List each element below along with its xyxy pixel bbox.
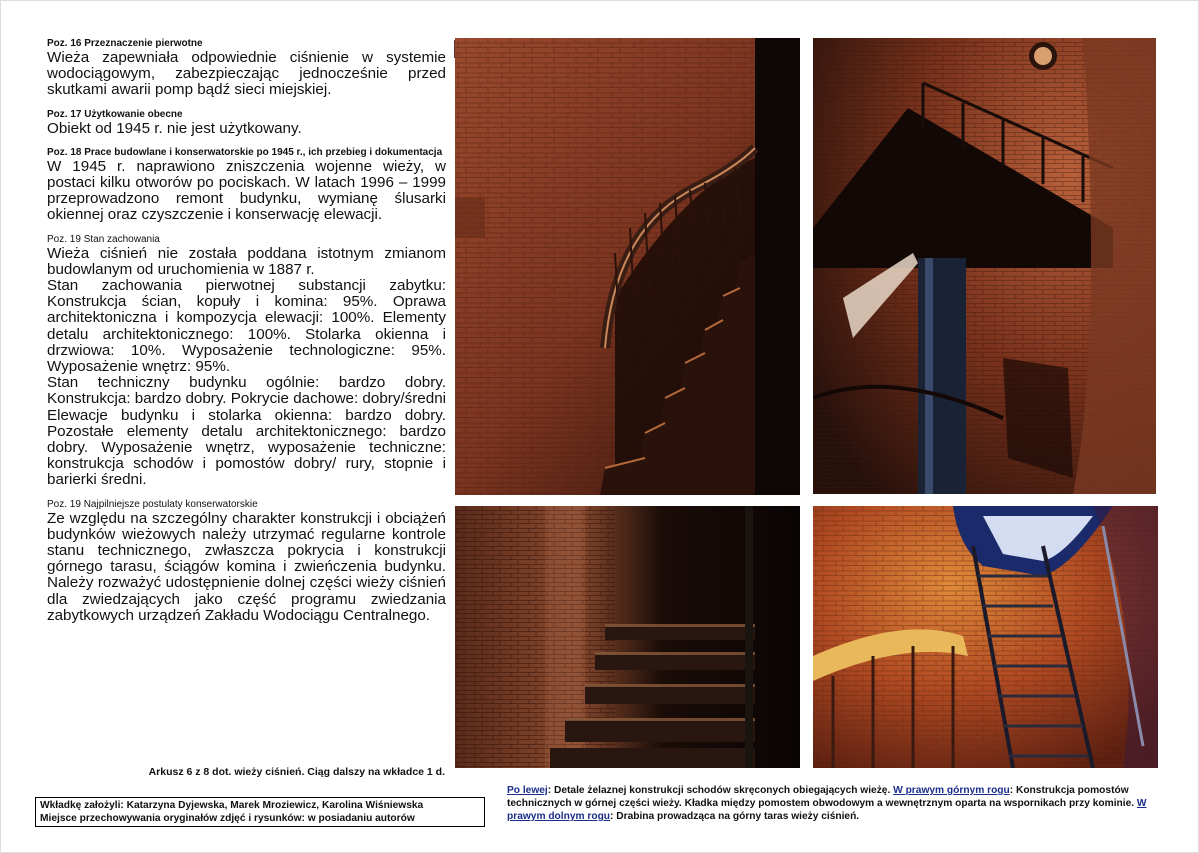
section-stan-zachowania	[47, 234, 446, 489]
section-body	[47, 246, 446, 489]
sheet-note: Arkusz 6 z 8 dot. wieży ciśnień. Ciąg dalszy na wkładce 1 d.	[148, 766, 445, 778]
section-przeznaczenie	[47, 38, 446, 99]
section-paragraph: Stan techniczny budynku ogólnie: bardzo dobry. Konstrukcja: bardzo dobry. Pokrycie dachowe: dobry/średni Elewacje budynku i stolarka okienna: bardzo dobry. Pozostałe elementy detalu architektonicznego: bardzo dobry. Wyposażenie wnętrz, wyposażenie techniczne: konstrukcja schodów i pomostów dobry/ rury, stopnie i barierki średni.	[47, 374, 447, 489]
platforms-image	[813, 38, 1156, 494]
section-body	[47, 121, 446, 137]
section-heading: Poz. 18 Prace budowlane i konserwatorskie po 1945 r., ich przebieg i dokumentacja	[47, 146, 443, 158]
section-heading: Poz. 19 Najpilniejsze postulaty konserwatorskie	[47, 498, 258, 510]
section-postulaty	[47, 499, 446, 624]
section-paragraph: W 1945 r. naprawiono zniszczenia wojenne wieży, w postaci kilku otworów po pociskach. W latach 1996 – 1999 przeprowadzono remont budynku, wymianę ślusarki okiennej oraz czyszczenie i konserwację elewacji.	[47, 157, 446, 224]
caption-label-left: Po lewej	[507, 785, 548, 796]
storage-line: Miejsce przechowywania oryginałów zdjęć i rysunków: w posiadaniu autorów	[40, 813, 415, 824]
photo-technical-platforms	[813, 38, 1156, 494]
photo-dark-stairs	[455, 506, 800, 768]
ladder-image	[813, 506, 1158, 768]
caption-label-top-right: W prawym górnym rogu	[893, 785, 1010, 796]
section-heading: Poz. 17 Użytkowanie obecne	[47, 108, 183, 120]
authors-line: Wkładkę założyli: Katarzyna Dyjewska, Marek Mroziewicz, Karolina Wiśniewska	[40, 800, 424, 811]
authors-box	[35, 797, 485, 827]
section-prace-budowlane	[47, 147, 446, 224]
staircase-image	[455, 38, 800, 495]
caption-text-left: : Detale żelaznej konstrukcji schodów skręconych obiegających wieżę.	[547, 785, 894, 796]
section-body	[47, 511, 446, 624]
text-column	[47, 38, 446, 634]
section-paragraph: Wieża zapewniała odpowiednie ciśnienie w systemie wodociągowym, zabezpieczając jednocześnie przed skutkami awarii pomp bądź sieci miejskiej.	[47, 49, 446, 99]
dark-stairs-image	[455, 506, 800, 768]
section-body	[47, 159, 446, 224]
section-heading: Poz. 16 Przeznaczenie pierwotne	[47, 38, 203, 49]
section-paragraph: Obiekt od 1945 r. nie jest użytkowany.	[47, 119, 302, 137]
section-body	[47, 50, 446, 99]
photo-ladder	[813, 506, 1158, 768]
section-heading: Poz. 19 Stan zachowania	[47, 233, 160, 245]
section-paragraph: Wieża ciśnień nie została poddana istotnym zmianom budowlanym od uruchomienia w 1887 r.	[47, 244, 446, 278]
section-paragraph: Stan zachowania pierwotnej substancji zabytku: Konstrukcja ścian, kopuły i komina: 95%. Oprawa architektoniczna i kompozycja elewacji: 100%. Elementy detalu architektonicznego: 100%. Stolarka okienna i drzwiowa: 10%. Wyposażenie technologiczne: 95%. Wyposażenie wnętrz: 95%.	[47, 277, 446, 376]
caption-text-top-right: : Konstrukcja pomostów technicznych w górnej części wieży. Kładka między pomostem obwodowym a wewnętrznym oparta na wspornikach przy kominie.	[507, 785, 1137, 809]
caption-label-bottom-right: W prawym dolnym rogu	[507, 798, 1147, 822]
caption-text-bottom-right: : Drabina prowadząca na górny taras wieży ciśnień.	[610, 811, 860, 822]
section-paragraph: Ze względu na szczególny charakter konstrukcji i obciążeń budynków wieżowych należy utrzymać regularne kontrole stanu technicznego, zwłaszcza pokrycia i konstrukcji górnego tarasu, ściągów komina i zwieńczenia budynku. Należy rozważyć udostępnienie dolnej części wieży ciśnień dla zwiedzających jako część programu zwiedzania zabytkowych urządzeń Zakładu Wodociągu Centralnego.	[47, 509, 446, 624]
section-uzytkowanie	[47, 109, 446, 137]
photo-caption	[507, 784, 1157, 823]
photo-spiral-staircase	[455, 38, 800, 495]
